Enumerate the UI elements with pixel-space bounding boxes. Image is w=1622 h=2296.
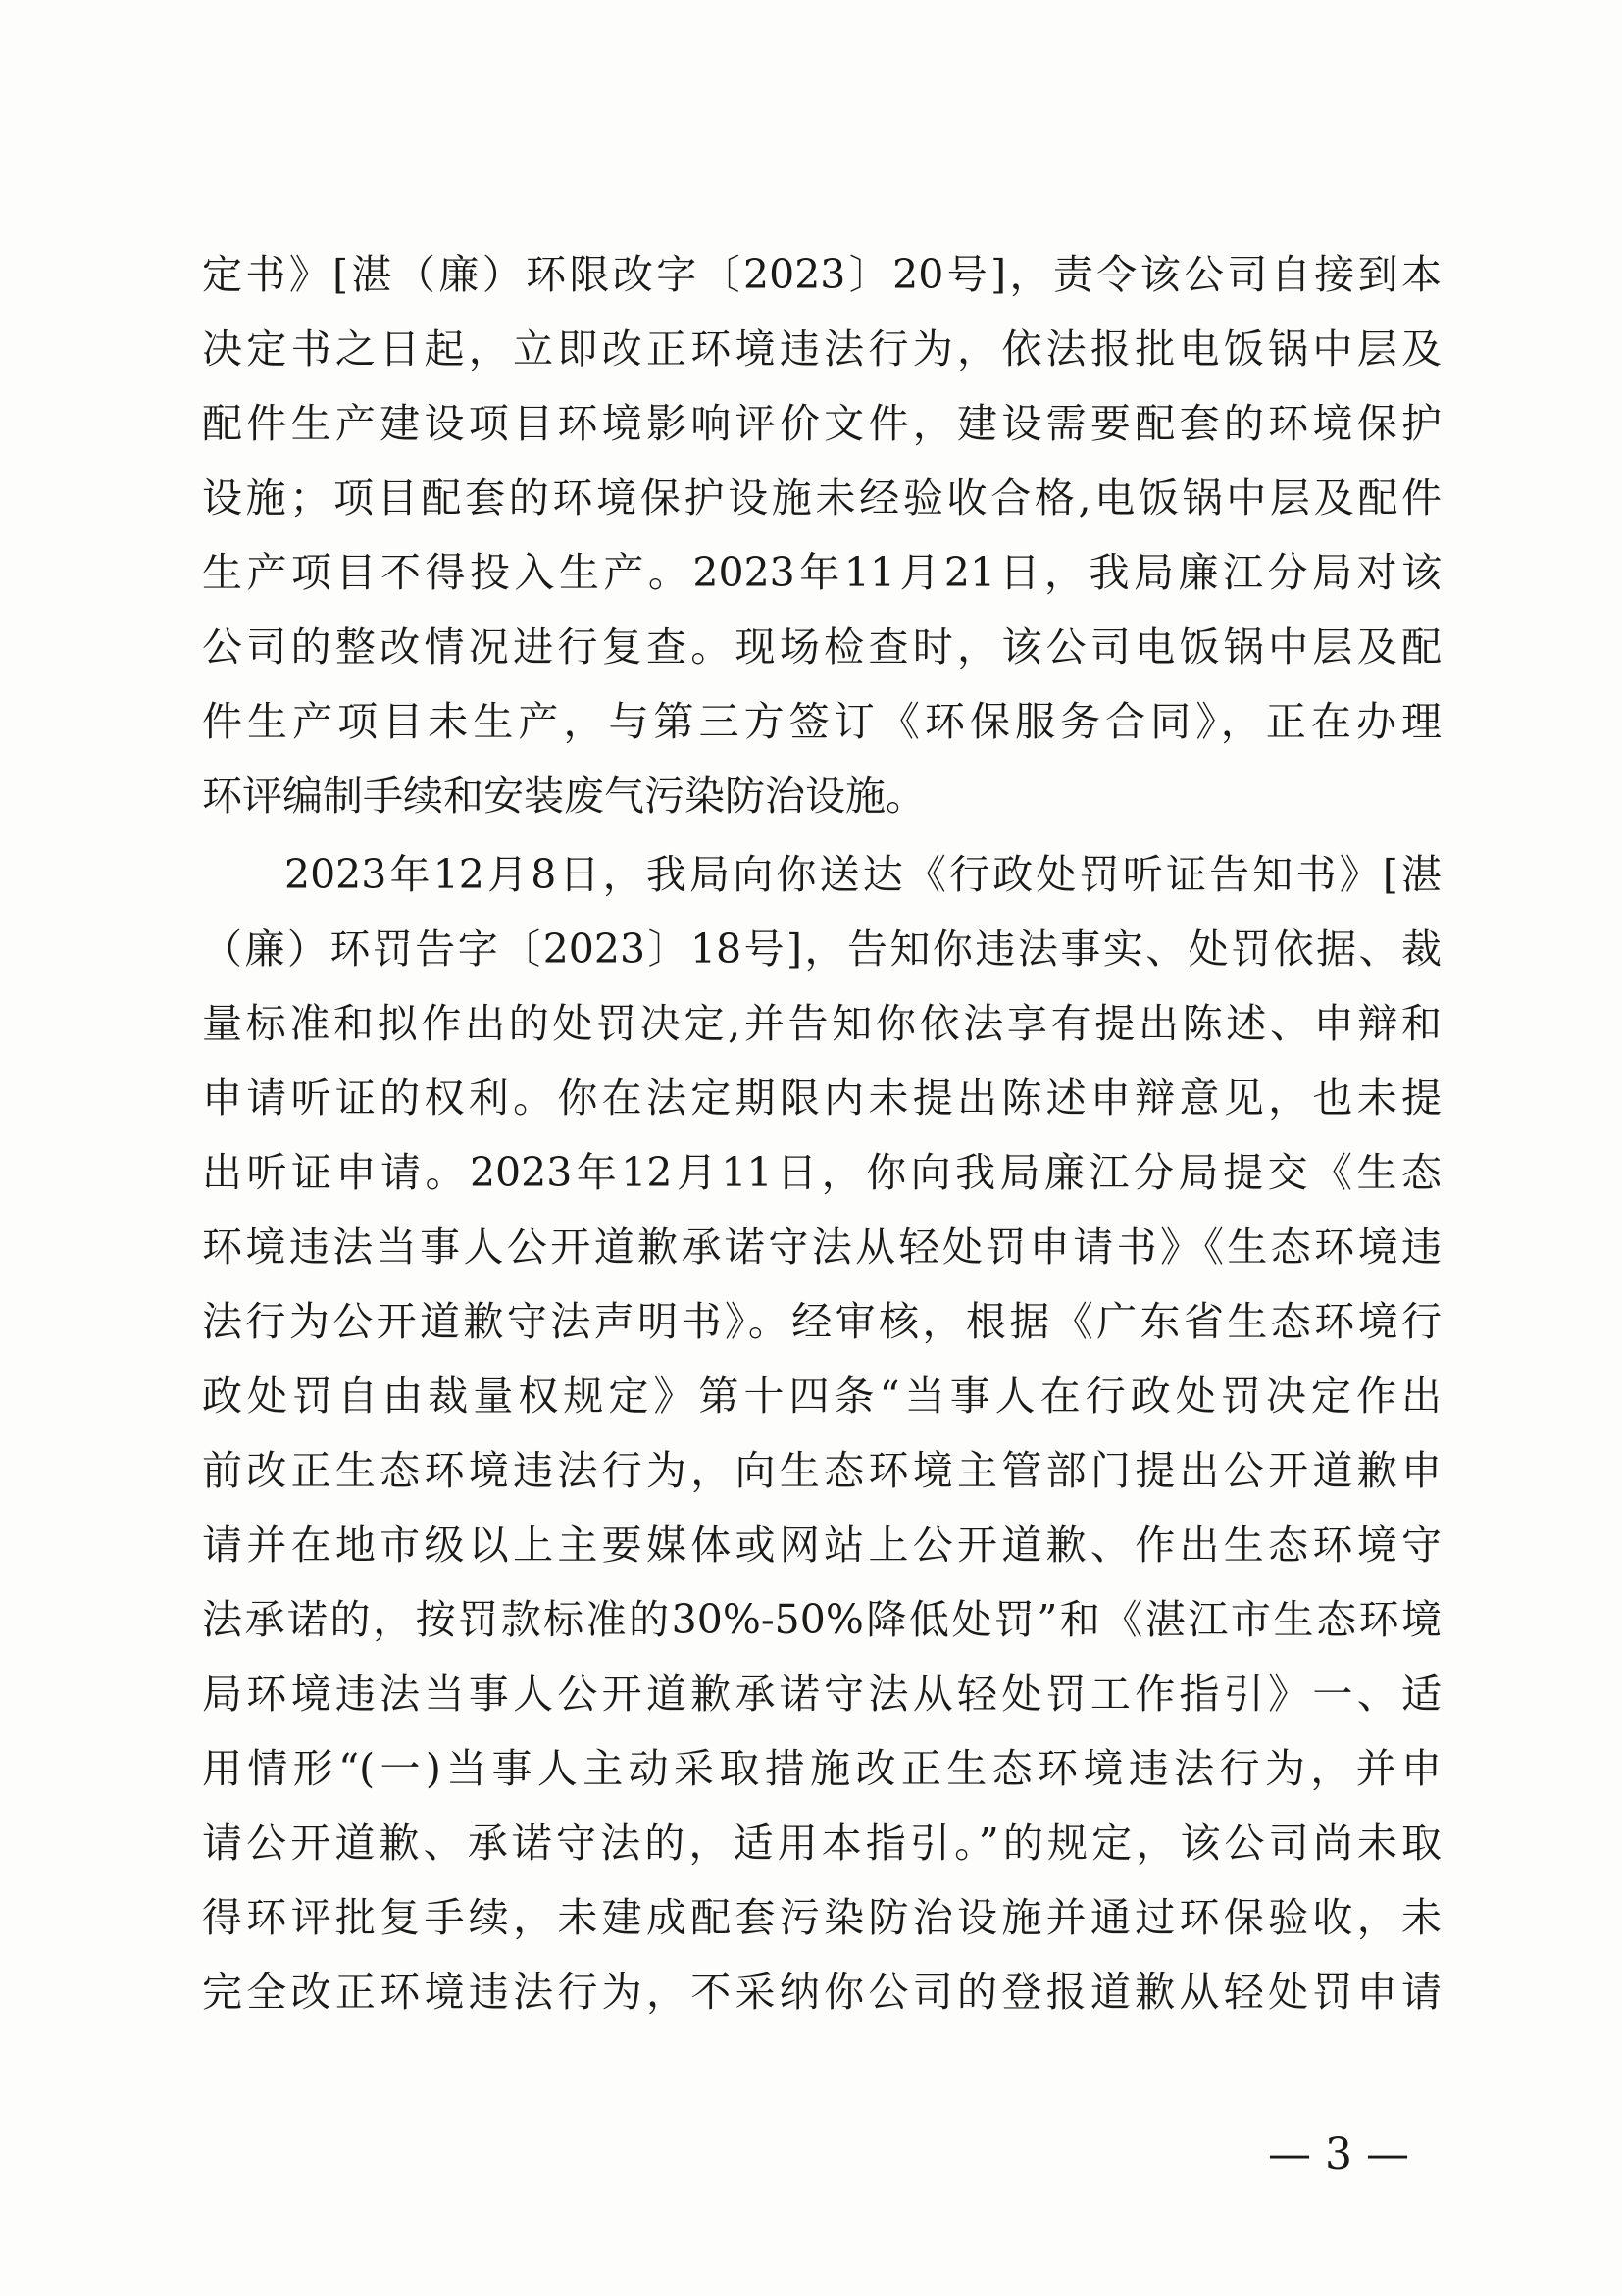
text-line: 定书》[湛（廉）环限改字〔2023〕20号]，责令该公司自接到本 — [202, 251, 1442, 298]
text-line: 得环评批复手续，未建成配套污染防治设施并通过环保验收，未 — [202, 1894, 1442, 1941]
text-line: 生产项目不得投入生产。2023年11月21日，我局廉江分局对该 — [202, 549, 1442, 596]
text-line: 完全改正环境违法行为，不采纳你公司的登报道歉从轻处罚申请 — [202, 1969, 1442, 2016]
text-line: 法承诺的，按罚款标准的30%-50%降低处罚”和《湛江市生态环境 — [202, 1596, 1442, 1643]
page-number: — 3 — — [1268, 2129, 1409, 2179]
text-line: 前改正生态环境违法行为，向生态环境主管部门提出公开道歉申 — [202, 1447, 1442, 1494]
text-line: （廉）环罚告字〔2023〕18号]，告知你违法事实、处罚依据、裁 — [202, 925, 1442, 973]
text-line: 环评编制手续和安装废气污染防治设施。 — [202, 773, 926, 820]
text-line: 政处罚自由裁量权规定》第十四条“当事人在行政处罚决定作出 — [202, 1373, 1442, 1420]
text-line: 配件生产建设项目环境影响评价文件，建设需要配套的环境保护 — [202, 400, 1442, 447]
text-line: 2023年12月8日，我局向你送达《行政处罚听证告知书》[湛 — [284, 851, 1442, 898]
text-line: 出听证申请。2023年12月11日，你向我局廉江分局提交《生态 — [202, 1149, 1442, 1196]
text-line: 设施；项目配套的环境保护设施未经验收合格,电饭锅中层及配件 — [202, 474, 1442, 522]
text-line: 请并在地市级以上主要媒体或网站上公开道歉、作出生态环境守 — [202, 1522, 1442, 1569]
text-line: 公司的整改情况进行复查。现场检查时，该公司电饭锅中层及配 — [202, 624, 1442, 671]
text-line: 用情形“(一)当事人主动采取措施改正生态环境违法行为，并申 — [202, 1745, 1442, 1792]
text-line: 件生产项目未生产，与第三方签订《环保服务合同》，正在办理 — [202, 698, 1442, 745]
text-line: 决定书之日起，立即改正环境违法行为，依法报批电饭锅中层及 — [202, 325, 1442, 373]
text-line: 量标准和拟作出的处罚决定,并告知你依法享有提出陈述、申辩和 — [202, 1000, 1442, 1047]
text-line: 申请听证的权利。你在法定期限内未提出陈述申辩意见，也未提 — [202, 1074, 1442, 1122]
text-line: 请公开道歉、承诺守法的，适用本指引。”的规定，该公司尚未取 — [202, 1820, 1442, 1867]
text-line: 环境违法当事人公开道歉承诺守法从轻处罚申请书》《生态环境违 — [202, 1223, 1442, 1271]
text-line: 局环境违法当事人公开道歉承诺守法从轻处罚工作指引》一、适 — [202, 1671, 1442, 1718]
text-line: 法行为公开道歉守法声明书》。经审核，根据《广东省生态环境行 — [202, 1298, 1442, 1345]
